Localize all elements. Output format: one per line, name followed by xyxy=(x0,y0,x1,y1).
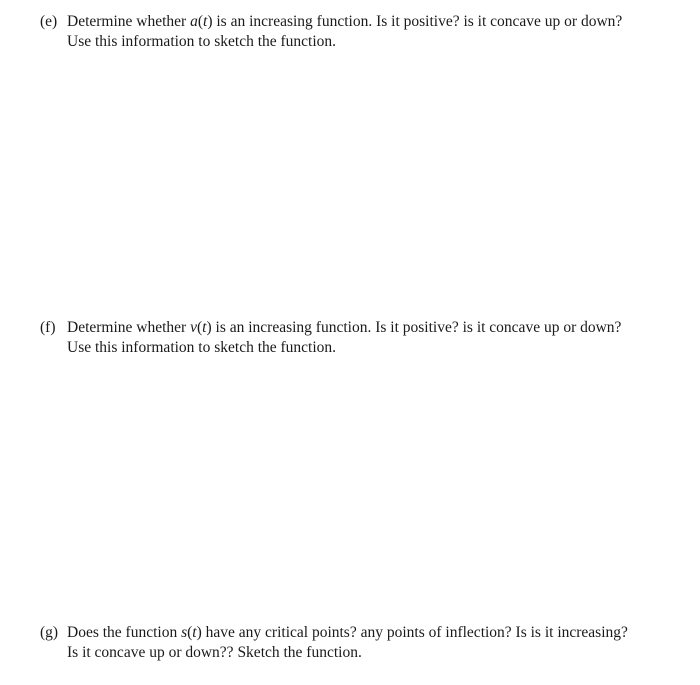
problem-label: (e) xyxy=(40,13,58,30)
math-variable: t xyxy=(192,624,197,641)
math-variable: t xyxy=(203,13,208,30)
text-segment: Does the function xyxy=(67,624,182,641)
text-segment: is an increasing function. Is it positive? is it concave up or down? xyxy=(211,319,622,336)
math-paren-close: ) xyxy=(207,13,213,30)
math-function-name: s xyxy=(181,624,188,641)
text-segment: is an increasing function. Is it positive? is it concave up or down? xyxy=(212,13,623,30)
math-variable: t xyxy=(202,319,207,336)
problem-line-1 xyxy=(67,12,680,32)
math-function-name: a xyxy=(190,13,198,30)
math-paren-open: ( xyxy=(197,13,204,30)
problem-f xyxy=(40,318,680,358)
problem-text xyxy=(67,623,680,663)
problem-line-2: Use this information to sketch the function. xyxy=(67,33,337,50)
problem-label: (f) xyxy=(40,319,56,336)
math-paren-close: ) xyxy=(196,624,202,641)
problem-g xyxy=(40,623,680,663)
problem-line-2: Use this information to sketch the function. xyxy=(67,339,337,356)
problem-line-1 xyxy=(67,318,680,338)
problem-text xyxy=(67,12,680,52)
problem-label: (g) xyxy=(40,624,59,641)
problem-line-1 xyxy=(67,623,680,643)
problem-e xyxy=(40,12,680,52)
math-function-name: v xyxy=(190,319,197,336)
math-paren-open: ( xyxy=(187,624,193,641)
problem-text xyxy=(67,318,680,358)
text-segment: have any critical points? any points of inflection? Is is it increasing? xyxy=(201,624,628,641)
text-segment: Determine whether xyxy=(67,13,191,30)
problem-line-2: Is it concave up or down?? Sketch the function. xyxy=(67,644,362,661)
text-segment: Determine whether xyxy=(67,319,191,336)
math-paren-close: ) xyxy=(206,319,212,336)
math-paren-open: ( xyxy=(196,319,203,336)
